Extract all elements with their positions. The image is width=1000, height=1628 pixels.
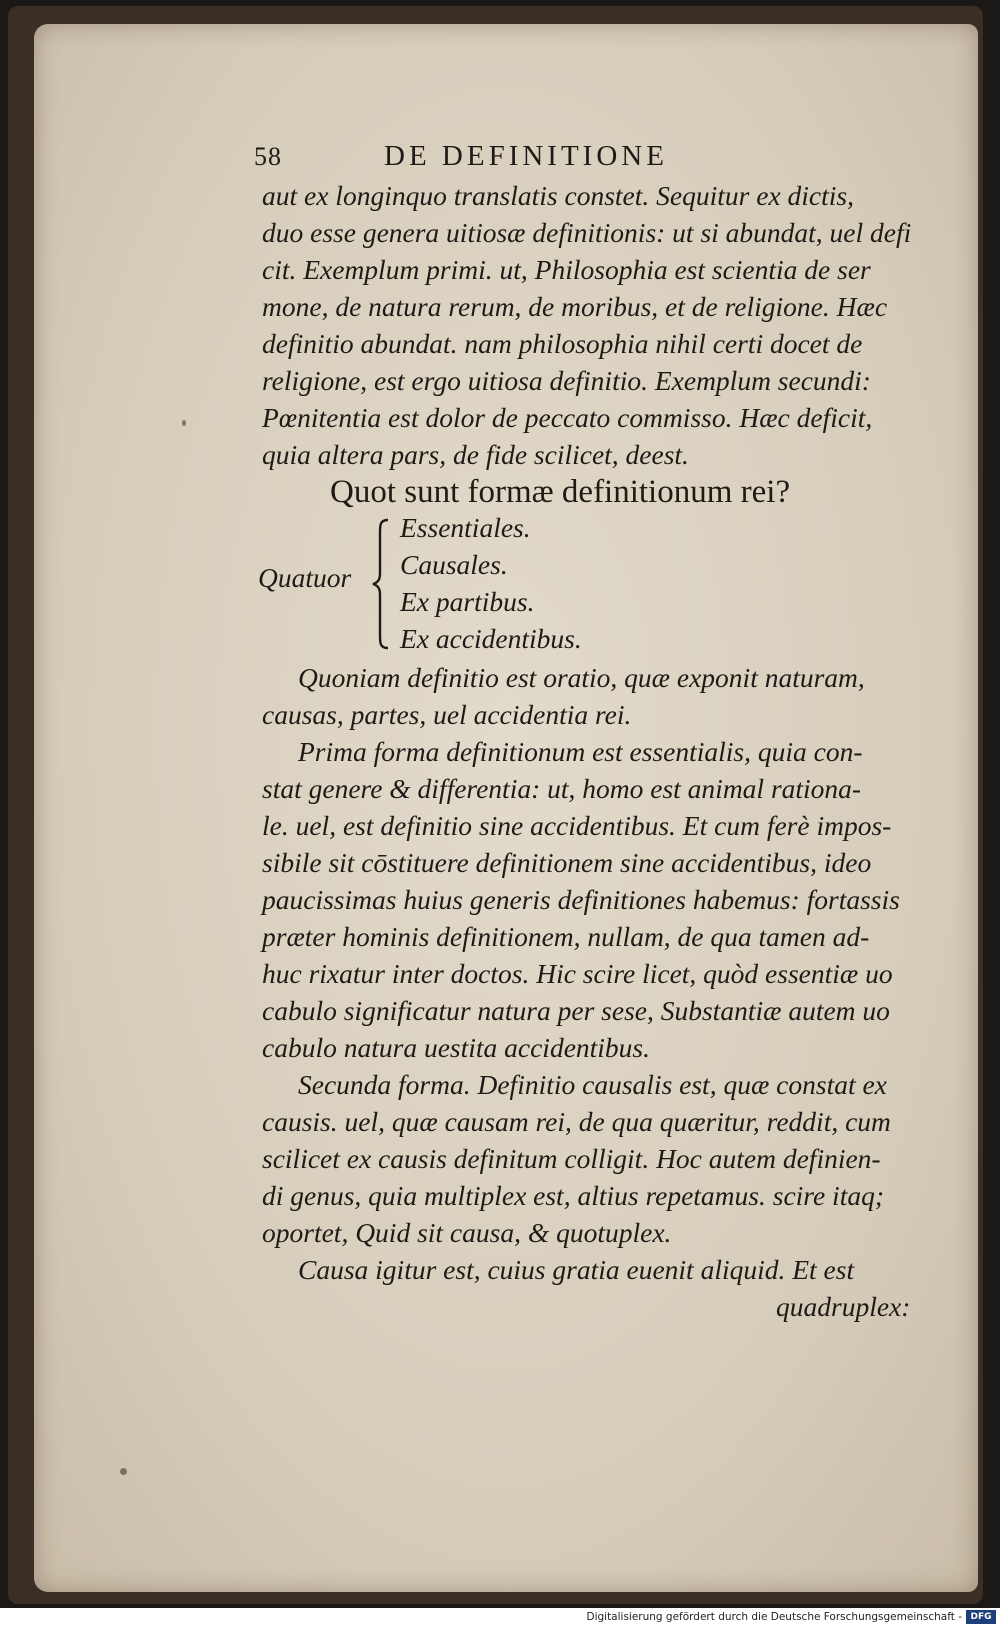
form-item-ex-accidentibus: Ex accidentibus. (400, 623, 582, 654)
footer-credit: Digitalisierung gefördert durch die Deutsche Forschungsgemeinschaft - (586, 1611, 962, 1623)
text-line: cit. Exemplum primi. ut, Philosophia est scientia de ser (262, 254, 871, 285)
text-line: oportet, Quid sit causa, & quotuplex. (262, 1217, 672, 1248)
text-line: Causa igitur est, cuius gratia euenit aliquid. Et est (298, 1254, 855, 1285)
forms-label: Quatuor (258, 562, 352, 593)
text-line: aut ex longinquo translatis constet. Sequitur ex dictis, (262, 180, 854, 211)
text-line: Prima forma definitionum est essentialis, quia con- (298, 736, 863, 767)
ink-spot (182, 420, 186, 426)
text-line: præter hominis definitionem, nullam, de qua tamen ad- (262, 921, 870, 952)
form-item-essentiales: Essentiales. (400, 512, 531, 543)
text-line: duo esse genera uitiosæ definitionis: ut si abundat, uel defi (262, 217, 912, 248)
page-number: 58 (254, 142, 282, 171)
text-line: huc rixatur inter doctos. Hic scire licet, quòd essentiæ uo (262, 958, 893, 989)
form-item-ex-partibus: Ex partibus. (400, 586, 535, 617)
form-item-causales: Causales. (400, 549, 508, 580)
text-line: religione, est ergo uitiosa definitio. Exemplum secundi: (262, 365, 871, 396)
text-line: mone, de natura rerum, de moribus, et de religione. Hæc (262, 291, 888, 322)
text-line: Pœnitentia est dolor de peccato commisso. Hæc deficit, (262, 402, 873, 433)
text-line: Secunda forma. Definitio causalis est, quæ constat ex (298, 1069, 887, 1100)
text-line: stat genere & differentia: ut, homo est animal rationa- (262, 773, 862, 804)
text-line: causis. uel, quæ causam rei, de qua quæritur, reddit, cum (262, 1106, 891, 1137)
text-line: quadruplex: (776, 1291, 911, 1322)
running-header (254, 140, 668, 173)
text-line: Quoniam definitio est oratio, quæ exponit naturam, (298, 662, 865, 693)
text-line: cabulo significatur natura per sese, Substantiæ autem uo (262, 995, 890, 1026)
text-line: causas, partes, uel accidentia rei. (262, 699, 632, 730)
text-line: definitio abundat. nam philosophia nihil certi docet de (262, 328, 863, 359)
text-line: paucissimas huius generis definitiones habemus: fortassis (262, 884, 900, 915)
text-line: cabulo natura uestita accidentibus. (262, 1032, 651, 1063)
text-line: le. uel, est definitio sine accidentibus. Et cum ferè impos- (262, 810, 892, 841)
ink-spot (120, 1468, 127, 1475)
curly-brace-icon (371, 518, 389, 650)
text-line: quia altera pars, de fide scilicet, deest. (262, 439, 689, 470)
dfg-logo: DFG (966, 1610, 996, 1624)
text-line: di genus, quia multiplex est, altius repetamus. scire itaq; (262, 1180, 884, 1211)
question-heading: Quot sunt formæ definitionum rei? (330, 474, 791, 510)
text-line: sibile sit cōstituere definitionem sine accidentibus, ideo (262, 847, 872, 878)
text-line: scilicet ex causis definitum colligit. Hoc autem definien- (262, 1143, 881, 1174)
running-title: DE DEFINITIONE (384, 140, 668, 172)
